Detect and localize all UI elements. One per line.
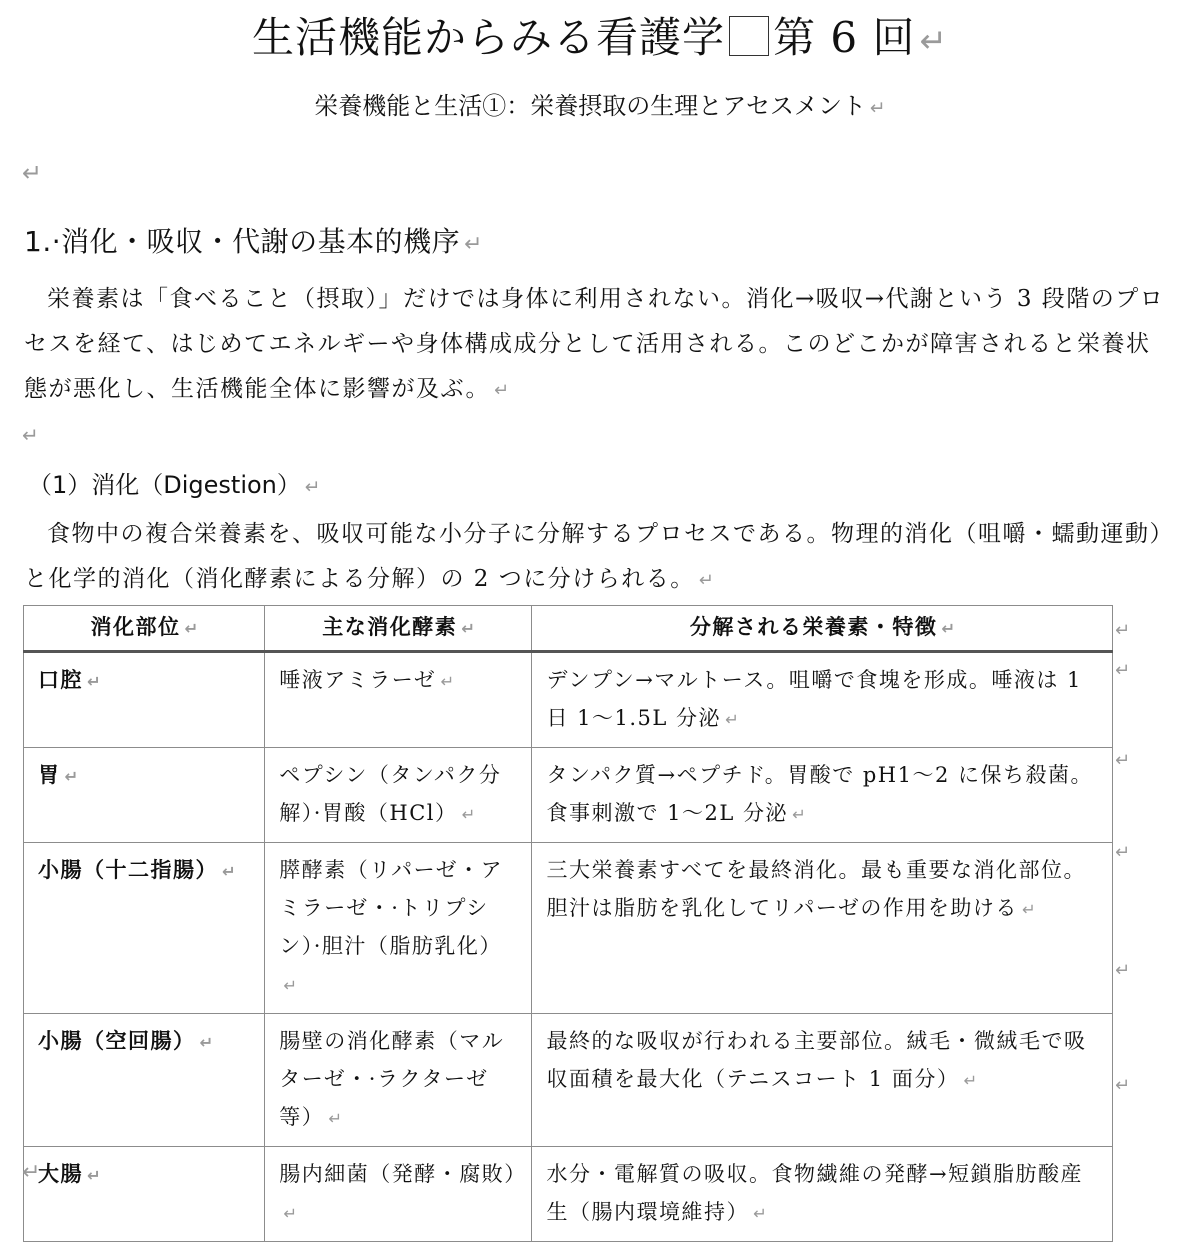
subsection-heading (28, 465, 321, 508)
table-cell-enzyme: 膵酵素（リパーゼ・アミラーゼ・·トリプシン）·胆汁（脂肪乳化）↵ (265, 843, 532, 1014)
table-row (24, 1147, 1113, 1242)
table-header-row (24, 606, 1113, 652)
section-body (24, 277, 1174, 413)
table-row (24, 748, 1113, 843)
table-cell-enzyme: 腸内細菌（発酵・腐敗）↵ (265, 1147, 532, 1242)
paragraph-mark-icon: ↵ (698, 570, 716, 591)
table-header-cell: 分解される栄養素・特徴 ↵ (532, 606, 1113, 652)
empty-paragraph-mark-icon: ↵ (22, 1160, 41, 1185)
paragraph-mark-icon: ↵ (919, 22, 948, 60)
table-cell-site: 胃 ↵ (24, 748, 265, 843)
subtitle-text: 栄養機能と生活①：栄養摂取の生理とアセスメント (314, 92, 867, 120)
row-end-mark-icon: ↵ (1115, 842, 1131, 863)
table-cell-site: 口腔 ↵ (24, 652, 265, 748)
document-title (0, 10, 1200, 69)
paragraph-mark-icon: ↵ (304, 477, 321, 498)
table-cell-site: 小腸（十二指腸） ↵ (24, 843, 265, 1014)
row-end-mark-icon: ↵ (1115, 960, 1131, 981)
subsection-body (24, 512, 1174, 603)
title-session: 第 6 回 (773, 13, 916, 62)
table-header-cell: 消化部位 ↵ (24, 606, 265, 652)
paragraph-mark-icon: ↵ (493, 380, 511, 401)
subsection-heading-text: （1）消化（Digestion） (28, 471, 301, 499)
paragraph-mark-icon: ↵ (464, 232, 483, 257)
table-row (24, 652, 1113, 748)
document-subtitle (0, 88, 1200, 127)
row-end-mark-icon: ↵ (1115, 750, 1131, 771)
section-body-text: 栄養素は「食べること（摂取）」だけでは身体に利用されない。消化→吸収→代謝という 3 段階のプロセスを経て、はじめてエネルギーや身体構成成分として活用される。このどこかが障害されると栄養状態が悪化し、生活機能全体に影響が及ぶ。 (24, 286, 1165, 402)
subsection-body-text: 食物中の複合栄養素を、吸収可能な小分子に分解するプロセスである。物理的消化（咀嚼・蠕動運動）と化学的消化（消化酵素による分解）の 2 つに分けられる。 (24, 521, 1174, 592)
placeholder-box-icon (729, 16, 769, 56)
table-header-cell: 主な消化酵素 ↵ (265, 606, 532, 652)
table-cell-feature: デンプン→マルトース。咀嚼で食塊を形成。唾液は 1 日 1〜1.5L 分泌 ↵ (532, 652, 1113, 748)
empty-paragraph-mark-icon: ↵ (22, 159, 43, 187)
row-end-mark-icon: ↵ (1115, 1075, 1131, 1096)
title-text: 生活機能からみる看護学 (252, 13, 726, 62)
empty-paragraph-mark-icon: ↵ (22, 423, 39, 447)
table-cell-feature: 最終的な吸収が行われる主要部位。絨毛・微絨毛で吸収面積を最大化（テニスコート 1 面分） ↵ (532, 1014, 1113, 1147)
digestion-table (23, 605, 1113, 1242)
row-end-mark-icon: ↵ (1115, 620, 1131, 641)
row-end-mark-icon: ↵ (1115, 660, 1131, 681)
table-cell-feature: 三大栄養素すべてを最終消化。最も重要な消化部位。胆汁は脂肪を乳化してリパーゼの作用を助ける ↵ (532, 843, 1113, 1014)
table-cell-enzyme: 腸壁の消化酵素（マルターゼ・·ラクターゼ等） ↵ (265, 1014, 532, 1147)
table-cell-feature: タンパク質→ペプチド。胃酸で pH1〜2 に保ち殺菌。食事刺激で 1〜2L 分泌 ↵ (532, 748, 1113, 843)
table-cell-feature: 水分・電解質の吸収。食物繊維の発酵→短鎖脂肪酸産生（腸内環境維持） ↵ (532, 1147, 1113, 1242)
section-heading-text: 1.·消化・吸収・代謝の基本的機序 (24, 225, 461, 258)
table-cell-enzyme: ペプシン（タンパク分解）·胃酸（HCl） ↵ (265, 748, 532, 843)
paragraph-mark-icon: ↵ (870, 98, 886, 119)
table-row (24, 1014, 1113, 1147)
table-cell-site: 大腸 ↵ (24, 1147, 265, 1242)
section-heading (24, 222, 483, 265)
table-cell-enzyme: 唾液アミラーゼ ↵ (265, 652, 532, 748)
table-row (24, 843, 1113, 1014)
table-cell-site: 小腸（空回腸） ↵ (24, 1014, 265, 1147)
